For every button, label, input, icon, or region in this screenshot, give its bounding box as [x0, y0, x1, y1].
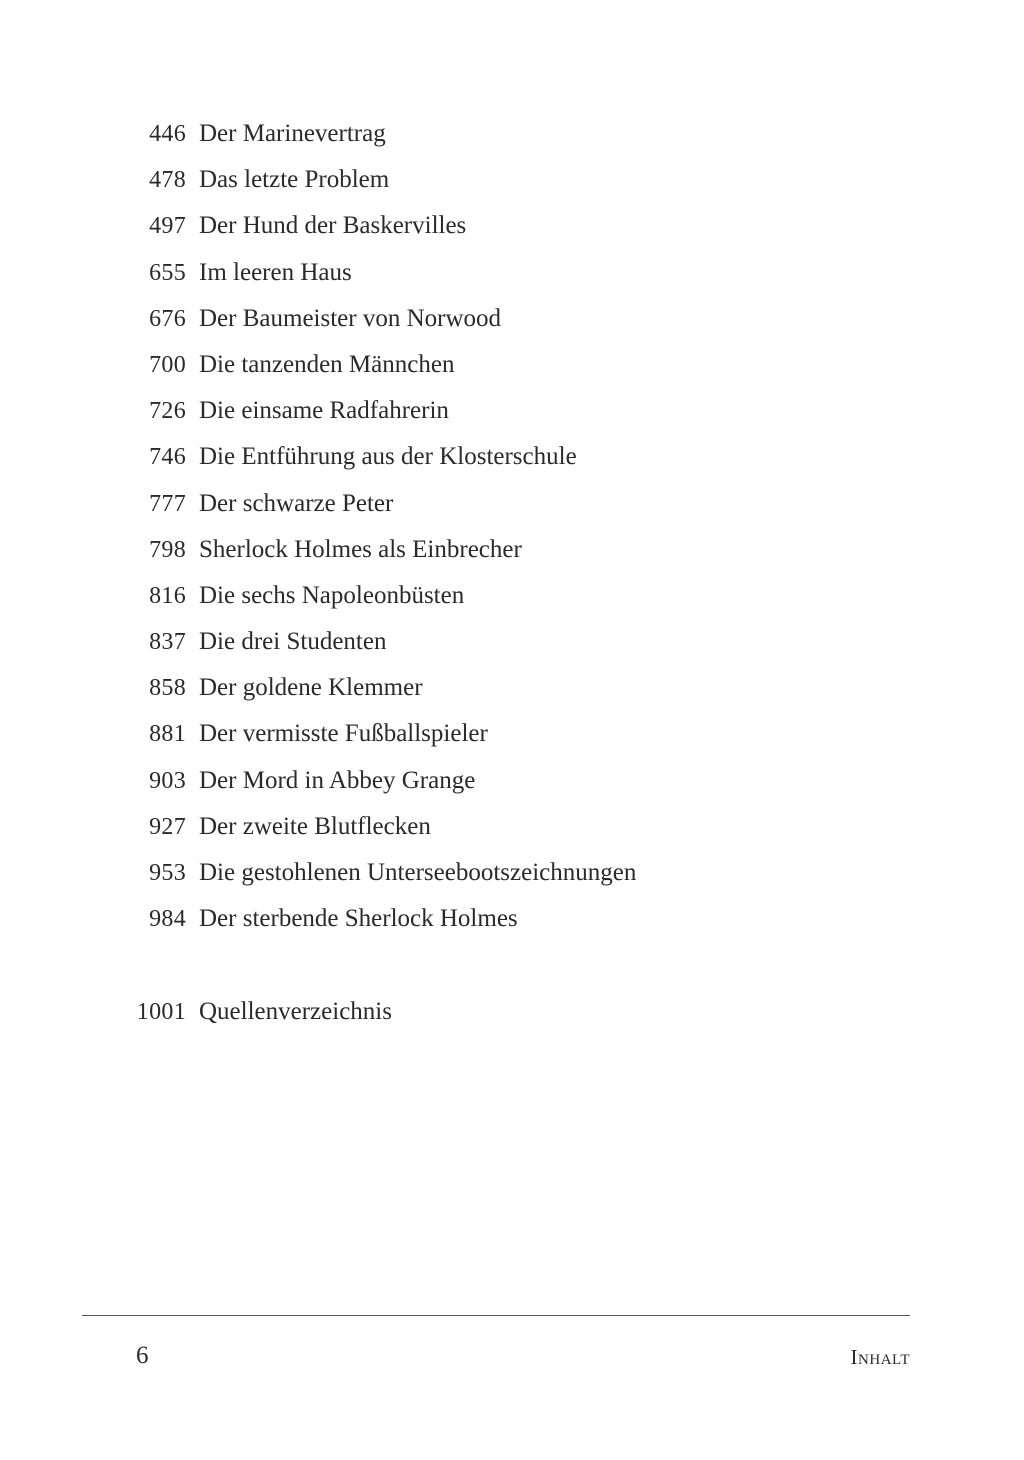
toc-title: Der schwarze Peter — [199, 489, 394, 517]
toc-entry — [0, 345, 1024, 391]
toc-title: Die tanzenden Männchen — [199, 350, 455, 378]
toc-appendix — [0, 992, 1024, 1038]
toc-entry — [0, 807, 1024, 853]
toc-page-number: 816 — [149, 582, 186, 609]
toc-title: Die sechs Napoleonbüsten — [199, 581, 465, 609]
toc-page-number: 903 — [149, 767, 186, 794]
toc-entry — [0, 899, 1024, 945]
toc-entry — [0, 714, 1024, 760]
toc-entry — [0, 530, 1024, 576]
toc-page-number: 446 — [149, 121, 186, 147]
toc-page-number: 984 — [149, 906, 186, 933]
toc-entry — [0, 853, 1024, 899]
toc-entry-appendix — [0, 992, 1024, 1038]
toc-title: Die Entführung aus der Klosterschule — [199, 443, 577, 471]
toc-entry — [0, 484, 1024, 530]
toc-title: Der Baumeister von Norwood — [199, 304, 502, 332]
toc-entry — [0, 622, 1024, 668]
toc-title: Die drei Studenten — [199, 628, 387, 656]
toc-page-number: 746 — [149, 444, 186, 471]
toc-title: Die einsame Radfahrerin — [199, 397, 449, 425]
toc-page-number: 497 — [149, 213, 186, 240]
toc-entry — [0, 160, 1024, 206]
toc-page-number: 726 — [149, 398, 186, 425]
toc-page-number: 881 — [149, 721, 186, 748]
toc-page-number: 655 — [149, 259, 186, 286]
toc-title: Sherlock Holmes als Einbrecher — [199, 535, 522, 563]
toc-entry — [0, 576, 1024, 622]
toc-entry — [0, 761, 1024, 807]
toc-title: Die gestohlenen Unterseebootszeichnungen — [199, 859, 637, 886]
table-of-contents — [0, 114, 1024, 945]
toc-entry — [0, 391, 1024, 437]
toc-page-number: 927 — [149, 813, 186, 840]
toc-entry — [0, 114, 1024, 160]
toc-page-number: 858 — [149, 675, 186, 702]
toc-page-number: 478 — [149, 167, 186, 194]
toc-page-number: 837 — [149, 629, 186, 656]
toc-page-number: 798 — [149, 536, 186, 563]
toc-title: Im leeren Haus — [199, 258, 352, 286]
toc-page-number: 1001 — [136, 999, 186, 1025]
toc-entry — [0, 206, 1024, 252]
toc-entry — [0, 437, 1024, 483]
footer-page-number: 6 — [136, 1342, 149, 1369]
toc-page-number: 953 — [149, 860, 186, 886]
toc-entry — [0, 668, 1024, 714]
toc-page-number: 676 — [149, 305, 186, 332]
toc-title: Der Mord in Abbey Grange — [199, 766, 476, 794]
toc-title: Quellenverzeichnis — [199, 998, 392, 1025]
toc-page-number: 777 — [149, 490, 186, 517]
toc-title: Der zweite Blutflecken — [199, 812, 431, 840]
toc-title: Der sterbende Sherlock Holmes — [199, 905, 518, 933]
footer-section-title: Inhalt — [850, 1345, 910, 1369]
toc-title: Der vermisste Fußballspieler — [199, 720, 488, 748]
toc-page-number: 700 — [149, 351, 186, 378]
footer-divider — [82, 1315, 910, 1316]
toc-entry — [0, 299, 1024, 345]
toc-title: Der goldene Klemmer — [199, 674, 423, 702]
toc-title: Der Hund der Baskervilles — [199, 212, 467, 240]
toc-title: Der Marinevertrag — [199, 120, 386, 147]
toc-title: Das letzte Problem — [199, 166, 390, 194]
toc-entry — [0, 253, 1024, 299]
